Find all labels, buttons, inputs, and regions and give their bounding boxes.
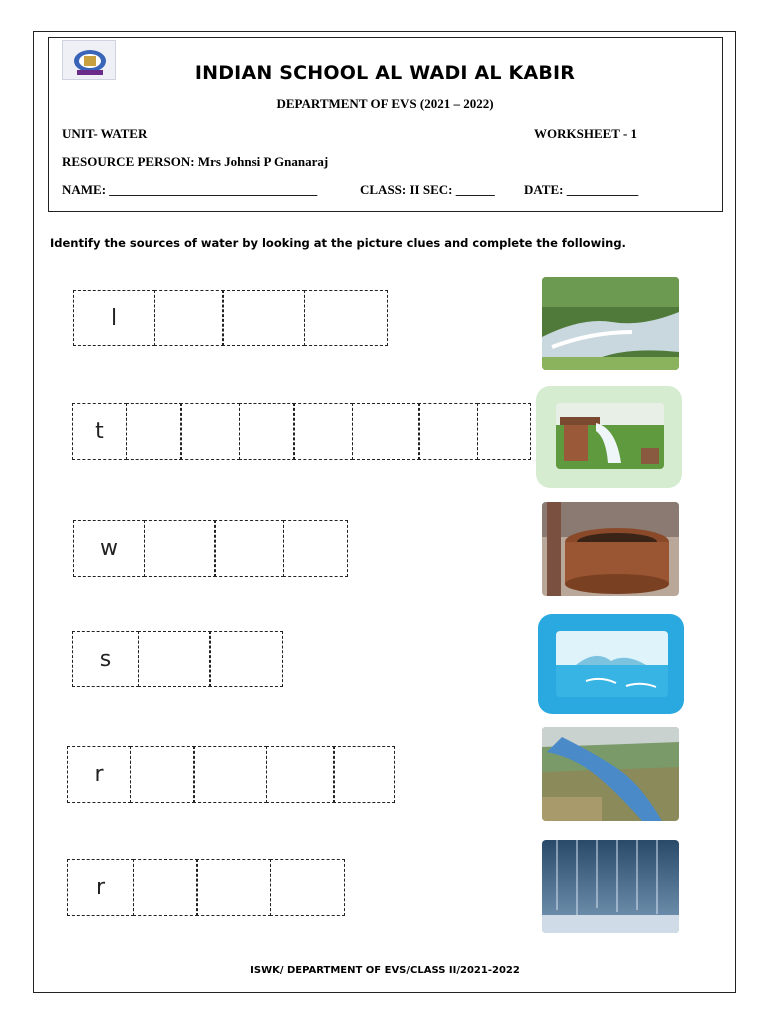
letter-box[interactable] <box>154 290 224 346</box>
well-picture-clue <box>542 502 679 596</box>
letter-box[interactable] <box>196 859 271 916</box>
answer-row-5 <box>67 746 395 803</box>
answer-row-2 <box>72 403 531 460</box>
letter-box-first[interactable]: t <box>72 403 127 460</box>
class-field[interactable]: CLASS: II SEC: ______ <box>360 182 495 197</box>
letter-box-first[interactable]: l <box>73 290 155 346</box>
letter-box[interactable] <box>333 746 395 803</box>
letter-box[interactable] <box>418 403 478 460</box>
letter-box-first[interactable]: w <box>73 520 145 577</box>
department-title: DEPARTMENT OF EVS (2021 – 2022) <box>276 96 494 111</box>
letter-box[interactable] <box>266 746 335 803</box>
rain-picture-clue <box>542 840 679 933</box>
letter-box[interactable] <box>126 403 182 460</box>
letter-box[interactable] <box>352 403 420 460</box>
school-name: INDIAN SCHOOL AL WADI AL KABIR <box>194 62 576 84</box>
sea-picture-clue <box>556 631 668 697</box>
letter-box[interactable] <box>193 746 267 803</box>
date-field[interactable]: DATE: ___________ <box>524 182 639 197</box>
stream-picture-clue <box>542 277 679 370</box>
answer-row-6 <box>67 859 345 916</box>
letter-box[interactable] <box>283 520 348 577</box>
answer-row-4 <box>72 631 283 687</box>
letter-box[interactable] <box>222 290 305 346</box>
name-field[interactable]: NAME: ________________________________ <box>62 182 318 197</box>
letter-box[interactable] <box>209 631 283 687</box>
letter-box[interactable] <box>130 746 195 803</box>
worksheet-label: WORKSHEET - 1 <box>534 126 638 141</box>
river-picture-clue <box>542 727 679 821</box>
letter-box[interactable] <box>270 859 345 916</box>
letter-box[interactable] <box>304 290 388 346</box>
instructions: Identify the sources of water by looking at the picture clues and complete the following. <box>50 236 626 250</box>
answer-row-3 <box>73 520 348 577</box>
letter-box[interactable] <box>214 520 284 577</box>
letter-box[interactable] <box>293 403 353 460</box>
letter-box[interactable] <box>144 520 216 577</box>
letter-box[interactable] <box>477 403 531 460</box>
letter-box[interactable] <box>133 859 198 916</box>
letter-box-first[interactable]: r <box>67 746 131 803</box>
answer-row-1 <box>73 290 388 346</box>
unit-label: UNIT- WATER <box>62 126 148 141</box>
letter-box-first[interactable]: s <box>72 631 139 687</box>
page-footer: ISWK/ DEPARTMENT OF EVS/CLASS II/2021-2022 <box>250 965 520 976</box>
letter-box-first[interactable]: r <box>67 859 134 916</box>
letter-box[interactable] <box>138 631 211 687</box>
resource-person: RESOURCE PERSON: Mrs Johnsi P Gnanaraj <box>62 154 329 169</box>
letter-box[interactable] <box>180 403 240 460</box>
tubewell-picture-clue <box>556 403 664 469</box>
letter-box[interactable] <box>239 403 295 460</box>
